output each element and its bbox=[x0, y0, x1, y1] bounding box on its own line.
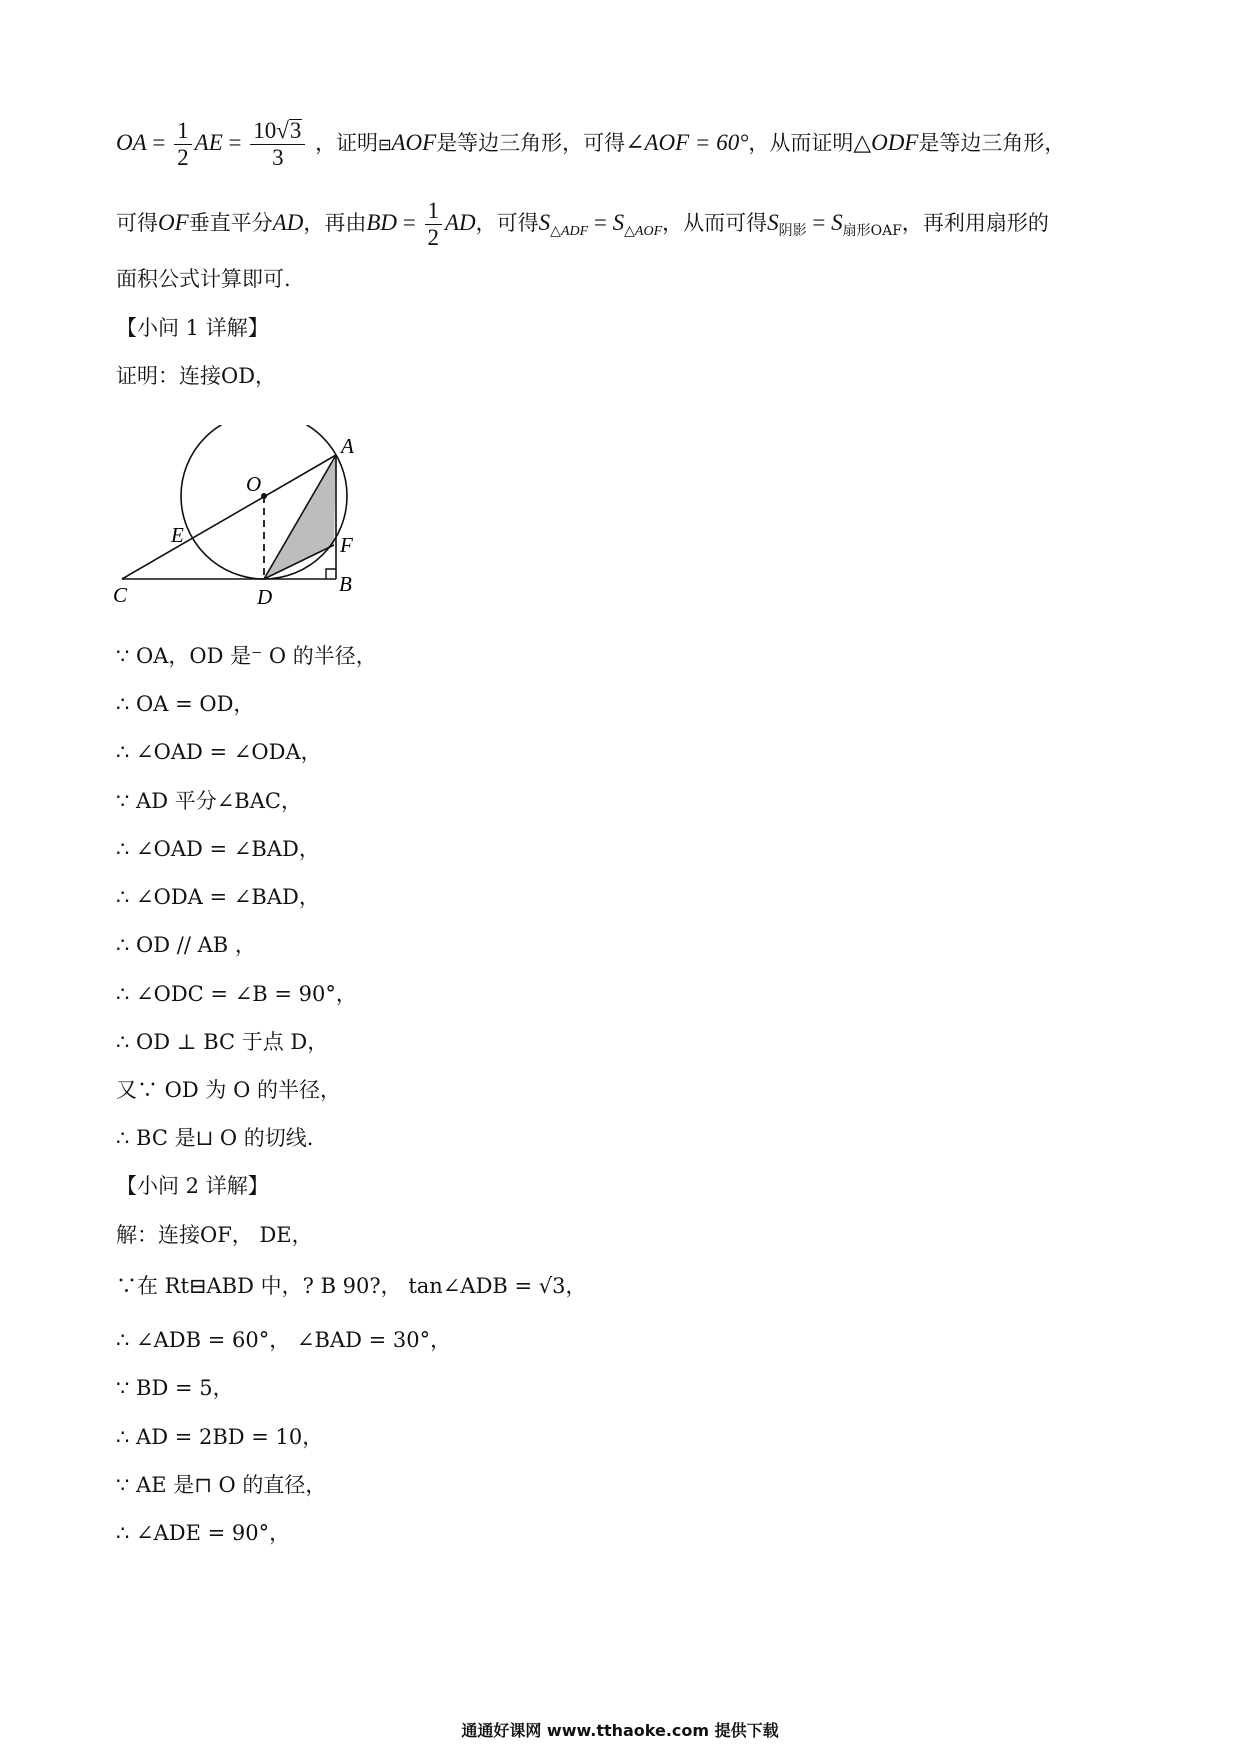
geometry-figure bbox=[110, 425, 390, 620]
text: 可得 bbox=[116, 211, 158, 235]
label-a: A bbox=[341, 434, 354, 458]
text: 是等边三角形，可得 bbox=[436, 131, 626, 155]
fraction-numerator: 1 bbox=[174, 118, 192, 145]
label-e: E bbox=[171, 523, 184, 547]
math-oa: OA bbox=[116, 130, 147, 155]
subscript: 扇形OAF bbox=[842, 223, 902, 239]
text: ，证明 bbox=[315, 131, 379, 155]
fraction-denominator: 2 bbox=[427, 225, 439, 250]
label-f: F bbox=[340, 533, 353, 557]
part2-line: ∵ BD = 5， bbox=[116, 1376, 234, 1400]
subscript: △ADF bbox=[550, 224, 589, 239]
part2-line: ∵在 Rt⊟ABD 中，? B 90?， tan∠ADB = √3， bbox=[116, 1274, 587, 1298]
math-ad: AD bbox=[445, 210, 476, 235]
subscript: 阴影 bbox=[778, 223, 807, 239]
math-ad: AD bbox=[272, 210, 304, 235]
math-s: S bbox=[538, 210, 551, 235]
part1-line: ∴ ∠OAD = ∠BAD， bbox=[116, 837, 320, 861]
part1-line: ∴ ∠OAD = ∠ODA， bbox=[116, 740, 322, 764]
text: ，从而可得 bbox=[662, 211, 768, 235]
radical-sign: √ bbox=[276, 118, 289, 143]
fraction-denominator: 2 bbox=[177, 145, 189, 170]
equals: = bbox=[806, 210, 832, 235]
equals: = bbox=[397, 210, 422, 235]
math-aof: AOF bbox=[391, 130, 437, 155]
intro-line-3: 面积公式计算即可. bbox=[116, 267, 291, 291]
math-s: S bbox=[612, 210, 625, 235]
center-point-o bbox=[261, 493, 267, 499]
intro-line-2 bbox=[116, 198, 1049, 251]
part1-heading: 【小问 1 详解】 bbox=[116, 316, 269, 340]
math-s: S bbox=[767, 210, 779, 235]
part1-line: ∴ BC 是⊔ O 的切线. bbox=[116, 1126, 314, 1150]
part2-line: ∴ AD = 2BD = 10， bbox=[116, 1425, 324, 1449]
subscript: △AOF bbox=[624, 224, 663, 239]
label-c: C bbox=[113, 583, 128, 607]
part1-line: ∴ OA = OD， bbox=[116, 692, 255, 716]
part1-line: ∴ ∠ODA = ∠BAD， bbox=[116, 885, 320, 909]
part2-line: ∵ AE 是⊓ O 的直径， bbox=[116, 1473, 327, 1497]
part1-line: ∵ AD 平分∠BAC， bbox=[116, 789, 302, 813]
math-ae: AE bbox=[194, 130, 223, 155]
fraction-10-root3-over-3 bbox=[250, 118, 305, 171]
part2-line: ∴ ∠ADB = 60°， ∠BAD = 30°， bbox=[116, 1328, 452, 1352]
math-s: S bbox=[831, 210, 843, 235]
part1-line: ∵ OA，OD 是⁻ O 的半径， bbox=[116, 644, 377, 668]
math-of: OF bbox=[158, 210, 189, 235]
equals: = bbox=[146, 130, 172, 155]
part1-line: 又∵ OD 为 O 的半径， bbox=[116, 1078, 341, 1102]
math-bd: BD bbox=[366, 210, 398, 235]
part1-line: ∴ ∠ODC = ∠B = 90°， bbox=[116, 982, 357, 1006]
label-d: D bbox=[257, 585, 273, 609]
part1-line: ∴ OD ⊥ BC 于点 D， bbox=[116, 1030, 329, 1054]
text: ，从而证明 bbox=[748, 131, 854, 155]
part1-line: ∴ OD // AB ， bbox=[116, 933, 256, 957]
part1-line: 证明：连接OD， bbox=[116, 364, 277, 388]
footer-credit: 通通好课网 www.tthaoke.com 提供下载 bbox=[461, 1721, 779, 1740]
fraction-half bbox=[425, 198, 443, 251]
numerator-coefficient: 10 bbox=[253, 118, 277, 143]
label-o: O bbox=[246, 472, 262, 496]
fraction-numerator bbox=[250, 118, 305, 145]
right-angle-mark bbox=[326, 569, 336, 579]
text: 是等边三角形， bbox=[918, 131, 1066, 155]
text: ，可得 bbox=[475, 211, 539, 235]
fraction-numerator: 1 bbox=[425, 198, 443, 225]
label-b: B bbox=[339, 572, 352, 596]
fraction-denominator: 3 bbox=[272, 145, 284, 170]
intro-line-1 bbox=[116, 118, 1065, 171]
part2-heading: 【小问 2 详解】 bbox=[116, 1174, 269, 1198]
text: 垂直平分 bbox=[188, 211, 273, 235]
equals: = bbox=[588, 210, 613, 235]
math-triangle-odf: △ODF bbox=[853, 130, 919, 155]
part2-line: 解：连接OF， DE， bbox=[116, 1223, 313, 1247]
equals: = bbox=[222, 130, 248, 155]
fraction-half bbox=[174, 118, 192, 171]
math-angle-aof: ∠AOF = 60° bbox=[625, 130, 749, 155]
text: ，再由 bbox=[303, 211, 367, 235]
radicand: 3 bbox=[289, 118, 302, 143]
text: ，再利用扇形的 bbox=[901, 211, 1049, 235]
part2-line: ∴ ∠ADE = 90°， bbox=[116, 1521, 291, 1545]
triangle-symbol-placeholder: ⊟ bbox=[378, 135, 392, 154]
